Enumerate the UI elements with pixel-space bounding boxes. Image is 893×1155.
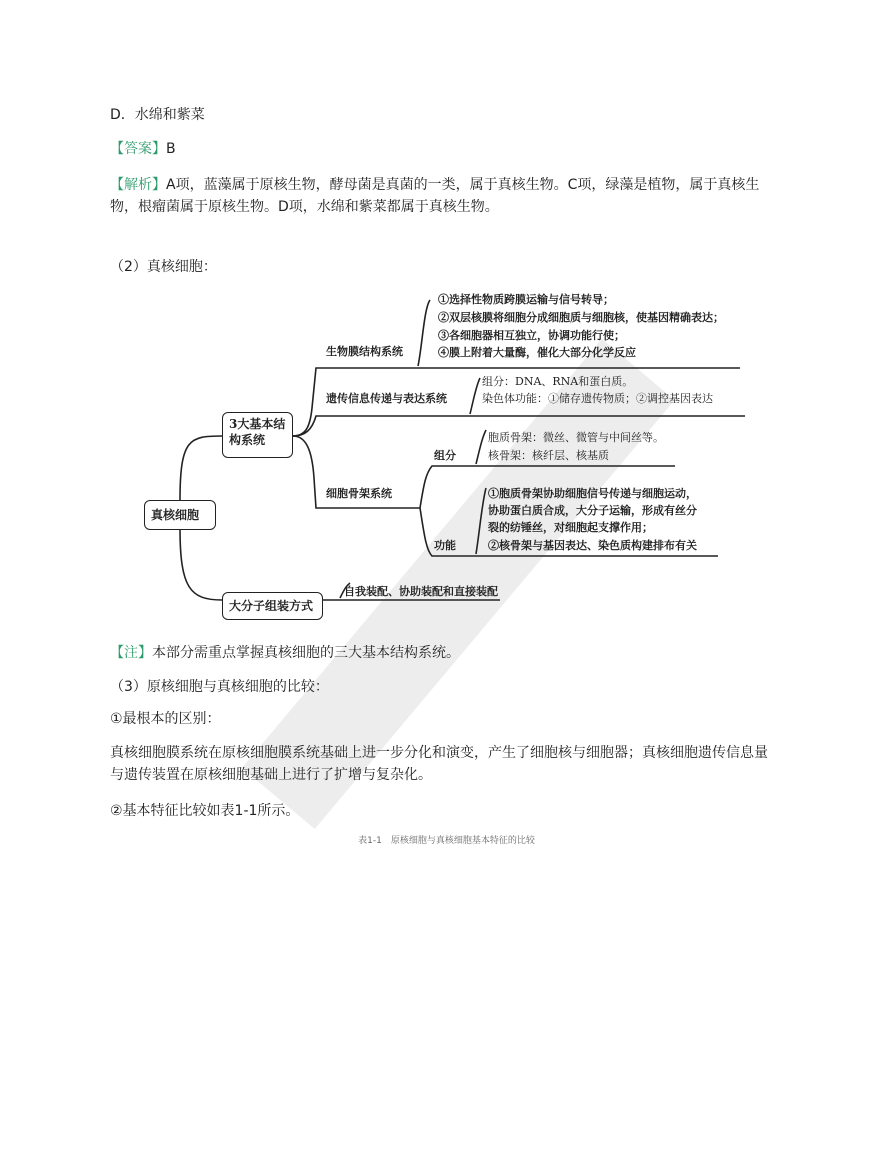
- genetic-item-2: 染色体功能：①储存遗传物质；②调控基因表达: [482, 392, 713, 405]
- answer-line: [110, 138, 176, 160]
- membrane-item-2: ②双层核膜将细胞分成细胞质与细胞核，使基因精确表达；: [438, 311, 724, 324]
- answer-tag: 【答案】: [110, 141, 166, 157]
- note-tag: 【注】: [110, 645, 152, 661]
- bracket-membrane: [418, 300, 430, 366]
- cytoskeleton-label: 细胞骨架系统: [326, 487, 392, 500]
- section2-heading: （2）真核细胞：: [110, 259, 217, 275]
- function-item-4: ②核骨架与基因表达、染色质构建排布有关: [488, 539, 697, 552]
- function-item-3: 裂的纺锤丝，对细胞起支撑作用；: [488, 521, 653, 534]
- table-caption: 表1-1 原核细胞与真核细胞基本特征的比较: [358, 836, 535, 846]
- function-item-1: ①胞质骨架协助细胞信号传递与细胞运动，: [488, 487, 697, 500]
- point1-heading: ①最根本的区别：: [110, 711, 221, 727]
- connector-root-structure: [180, 436, 222, 500]
- membrane-item-1: ①选择性物质跨膜运输与信号转导；: [438, 293, 614, 306]
- option-d: D．水绵和紫菜: [110, 107, 205, 123]
- genetic-item-1: 组分：DNA、RNA和蛋白质。: [482, 375, 634, 388]
- genetic-label: 遗传信息传递与表达系统: [326, 392, 447, 405]
- point2-heading: ②基本特征比较如表1-1所示。: [110, 803, 300, 819]
- section3-heading: （3）原核细胞与真核细胞的比较：: [110, 679, 329, 695]
- assembly-text: 自我装配、协助装配和直接装配: [344, 585, 498, 598]
- root-box: 真核细胞: [144, 500, 216, 530]
- membrane-item-3: ③各细胞器相互独立，协调功能行使；: [438, 329, 625, 342]
- answer-value: B: [166, 141, 176, 157]
- connector-root-assembly: [180, 528, 222, 600]
- component-item-2: 核骨架：核纤层、核基质: [488, 449, 609, 462]
- analysis-text: A项，蓝藻属于原核生物，酵母菌是真菌的一类，属于真核生物。C项，绿藻是植物，属于真核生物，根瘤菌属于原核生物。D项，水绵和紫菜都属于真核生物。: [110, 177, 760, 215]
- bracket-genetic: [470, 378, 480, 414]
- component-label: 组分: [434, 449, 456, 462]
- structure-box: 3大基本结构系统: [222, 412, 293, 458]
- analysis-tag: 【解析】: [110, 177, 166, 193]
- function-label: 功能: [434, 539, 456, 552]
- bracket-function: [476, 488, 486, 554]
- note-text: 本部分需重点掌握真核细胞的三大基本结构系统。: [152, 645, 460, 661]
- assembly-box: 大分子组装方式: [222, 592, 323, 620]
- point1-text: 真核细胞膜系统在原核细胞膜系统基础上进一步分化和演变，产生了细胞核与细胞器；真核细胞遗传信息量与遗传装置在原核细胞基础上进行了扩增与复杂化。: [110, 745, 768, 783]
- note-line: [110, 642, 460, 664]
- bracket-component: [476, 430, 486, 464]
- eukaryotic-cell-mind-map: [140, 288, 760, 626]
- component-item-1: 胞质骨架：微丝、微管与中间丝等。: [488, 431, 664, 444]
- analysis-paragraph: [110, 174, 780, 218]
- function-item-2: 协助蛋白质合成，大分子运输，形成有丝分: [488, 504, 697, 517]
- membrane-label: 生物膜结构系统: [326, 345, 403, 358]
- membrane-item-4: ④膜上附着大量酶，催化大部分化学反应: [438, 346, 636, 359]
